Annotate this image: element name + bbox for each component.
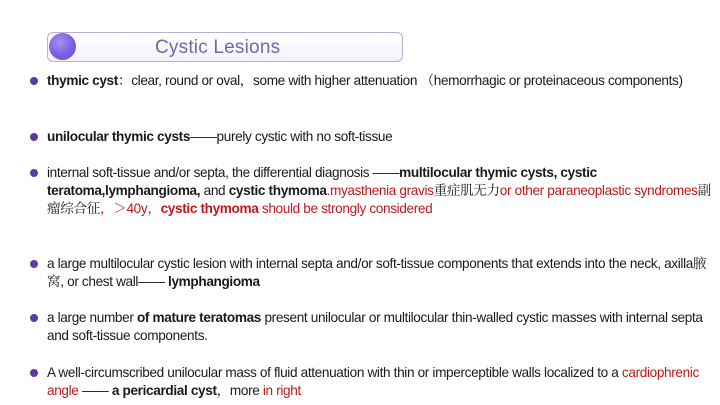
bullet-text-segment: cystic thymoma <box>160 201 259 216</box>
bullet-text-segment: a pericardial cyst <box>111 383 217 398</box>
bullet-text-segment: , or chest wall—— <box>60 274 169 289</box>
slide-title: Cystic Lesions <box>155 37 281 58</box>
bullet-text-segment: ——purely cystic with no soft-tissue <box>190 129 393 144</box>
bullet-text-segment: .myasthenia gravis <box>326 183 434 198</box>
bullet-text-segment: present unilocular or multilocular thin-walled cystic masses with internal septa and soft-tissue components. <box>47 310 703 343</box>
bullet-text-segment: 副瘤综合征 <box>47 183 711 216</box>
bullet-item <box>30 364 715 400</box>
bullet-text-segment: cardiophrenic angle <box>47 365 699 398</box>
bullet-text-segment: ：clear, round or oval，some with higher attenuation （hemorrhagic or proteinaceous components) <box>117 73 683 88</box>
bullet-text-segment: A well-circumscribed unilocular mass of fluid attenuation with thin or imperceptible walls localized to a <box>47 365 622 380</box>
bullet-item <box>30 255 715 291</box>
bullet-text-segment: cystic thymoma <box>228 183 327 198</box>
bullet-text-segment: ，＞40y， <box>99 201 161 216</box>
bullet-text-segment: a large number <box>47 310 137 325</box>
bullet-dot <box>30 314 38 322</box>
bullet-dot <box>30 77 38 85</box>
bullet-text-segment: 重症肌无力 <box>433 183 500 198</box>
bullet-text-segment: —— <box>78 383 112 398</box>
bullet-text-segment: in right <box>262 383 301 398</box>
bullet-text-segment: should be strongly considered <box>258 201 433 216</box>
bullet-text-segment: and <box>200 183 229 198</box>
bullet-text-segment: of mature teratomas <box>136 310 262 325</box>
bullet-item <box>30 164 715 218</box>
bullet-text-segment: ，more <box>216 383 263 398</box>
bullet-item <box>30 72 715 90</box>
bullet-text-segment: a large multilocular cystic lesion with internal septa and/or soft-tissue components that extends into the neck, axilla <box>47 256 693 271</box>
bullet-text-segment: or other paraneoplastic syndromes <box>499 183 698 198</box>
bullet-dot <box>30 260 38 268</box>
title-circle-decoration <box>49 33 76 60</box>
bullet-text-segment: 腋窝 <box>47 256 707 289</box>
bullet-text-segment: thymic cyst <box>47 73 118 88</box>
bullet-dot <box>30 369 38 377</box>
bullet-item <box>30 128 715 146</box>
bullet-dot <box>30 133 38 141</box>
bullet-text-segment: multilocular thymic cysts, cystic teratoma,lymphangioma, <box>47 165 597 198</box>
bullet-text-segment: unilocular thymic cysts <box>47 129 191 144</box>
bullet-item <box>30 309 715 345</box>
bullet-text-segment: lymphangioma <box>168 274 260 289</box>
bullet-text-segment: internal soft-tissue and/or septa, the differential diagnosis —— <box>47 165 400 180</box>
bullet-dot <box>30 169 38 177</box>
